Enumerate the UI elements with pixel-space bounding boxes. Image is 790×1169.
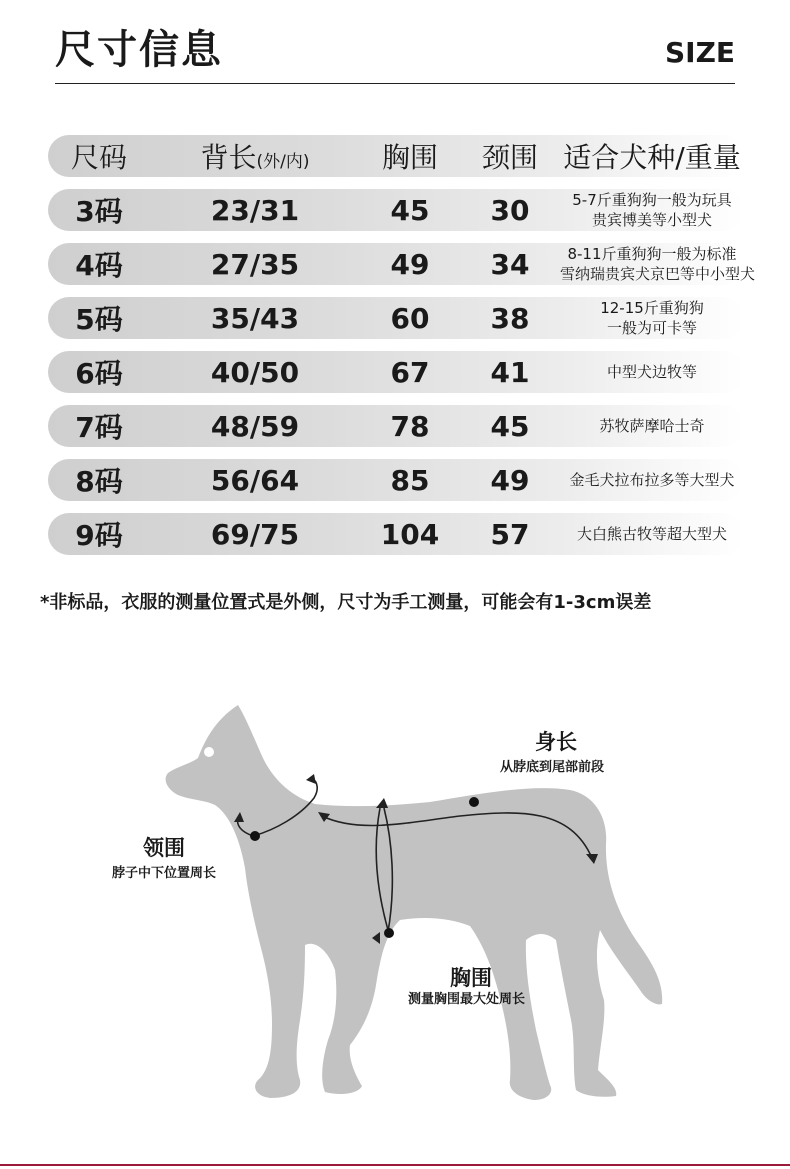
row-fit (560, 244, 756, 284)
col-back-label: 背长 (200, 141, 257, 174)
body-length-title: 身长 (535, 730, 577, 754)
chest-arrow-top (376, 798, 388, 808)
table-row (48, 243, 756, 285)
table-header-row (48, 135, 744, 177)
table-row (48, 297, 744, 339)
row-fit-line2: 雪纳瑞贵宾犬京巴等中小型犬 (560, 265, 756, 283)
neck-title: 领围 (143, 836, 185, 860)
measurement-note: *非标品，衣服的测量位置式是外侧，尺寸为手工测量，可能会有1-3cm误差 (40, 592, 652, 613)
row-back-length: 35/43 (210, 301, 300, 335)
row-fit-line1: 金毛犬拉布拉多等大型犬 (569, 471, 735, 489)
row-neck: 49 (490, 463, 530, 497)
table-row (48, 513, 744, 555)
size-heading: SIZE (664, 36, 735, 69)
row-fit-line1: 8-11斤重狗狗一般为标准 (567, 245, 737, 263)
row-fit-line1: 12-15斤重狗狗 (600, 299, 704, 317)
row-size: 7码 (75, 411, 123, 444)
table-row (48, 405, 744, 447)
body-length-point (469, 797, 479, 807)
col-neck-header: 颈围 (481, 141, 538, 174)
row-chest: 60 (390, 301, 430, 335)
col-back-header (150, 136, 360, 176)
row-neck: 34 (490, 247, 530, 281)
row-size: 4码 (75, 249, 123, 282)
row-fit (560, 362, 744, 382)
row-fit (560, 524, 744, 544)
row-back-length: 69/75 (210, 517, 300, 551)
row-neck: 57 (490, 517, 530, 551)
row-back-length: 27/35 (210, 247, 300, 281)
row-neck: 41 (490, 355, 530, 389)
row-chest: 45 (390, 193, 430, 227)
row-fit-line2: 一般为可卡等 (606, 319, 697, 337)
row-neck: 45 (490, 409, 530, 443)
row-back-length: 23/31 (210, 193, 300, 227)
page-title: 尺寸信息 (55, 27, 223, 73)
row-fit (560, 470, 744, 490)
col-size-header: 尺码 (70, 141, 127, 174)
row-chest: 67 (390, 355, 430, 389)
row-chest: 49 (390, 247, 430, 281)
body-length-desc: 从脖底到尾部前段 (500, 760, 605, 775)
row-size: 3码 (75, 195, 123, 228)
table-body (48, 189, 756, 555)
row-fit (560, 190, 744, 230)
row-back-length: 40/50 (210, 355, 300, 389)
row-size: 9码 (75, 519, 123, 552)
chest-title: 胸围 (450, 966, 492, 990)
row-neck: 30 (490, 193, 530, 227)
col-fit-header: 适合犬种/重量 (563, 141, 741, 174)
neck-desc: 脖子中下位置周长 (112, 866, 217, 881)
chest-desc: 测量胸围最大处周长 (408, 992, 526, 1007)
col-chest-header: 胸围 (381, 141, 438, 174)
table-row (48, 459, 744, 501)
dog-eye (204, 747, 214, 757)
size-table (48, 135, 756, 567)
row-chest: 104 (380, 517, 440, 551)
row-back-length: 48/59 (210, 409, 300, 443)
row-neck: 38 (490, 301, 530, 335)
row-fit-line1: 苏牧萨摩哈士奇 (599, 417, 705, 435)
row-fit-line2: 贵宾博美等小型犬 (591, 211, 712, 229)
row-chest: 78 (390, 409, 430, 443)
row-chest: 85 (390, 463, 430, 497)
row-size: 8码 (75, 465, 123, 498)
neck-arrow-top (306, 774, 316, 784)
row-fit-line1: 5-7斤重狗狗一般为玩具 (572, 191, 732, 209)
bottom-accent-rule (0, 1164, 790, 1166)
neck-point (250, 831, 260, 841)
row-fit (560, 298, 744, 338)
table-row (48, 351, 744, 393)
row-size: 6码 (75, 357, 123, 390)
row-back-length: 56/64 (210, 463, 300, 497)
title-divider (55, 83, 735, 84)
row-fit-line1: 中型犬边牧等 (606, 363, 697, 381)
chest-point (384, 928, 394, 938)
row-size: 5码 (75, 303, 123, 336)
row-fit-line1: 大白熊古牧等超大型犬 (576, 525, 727, 543)
col-back-note: (外/内) (256, 152, 310, 172)
row-fit (560, 416, 744, 436)
table-row (48, 189, 744, 231)
